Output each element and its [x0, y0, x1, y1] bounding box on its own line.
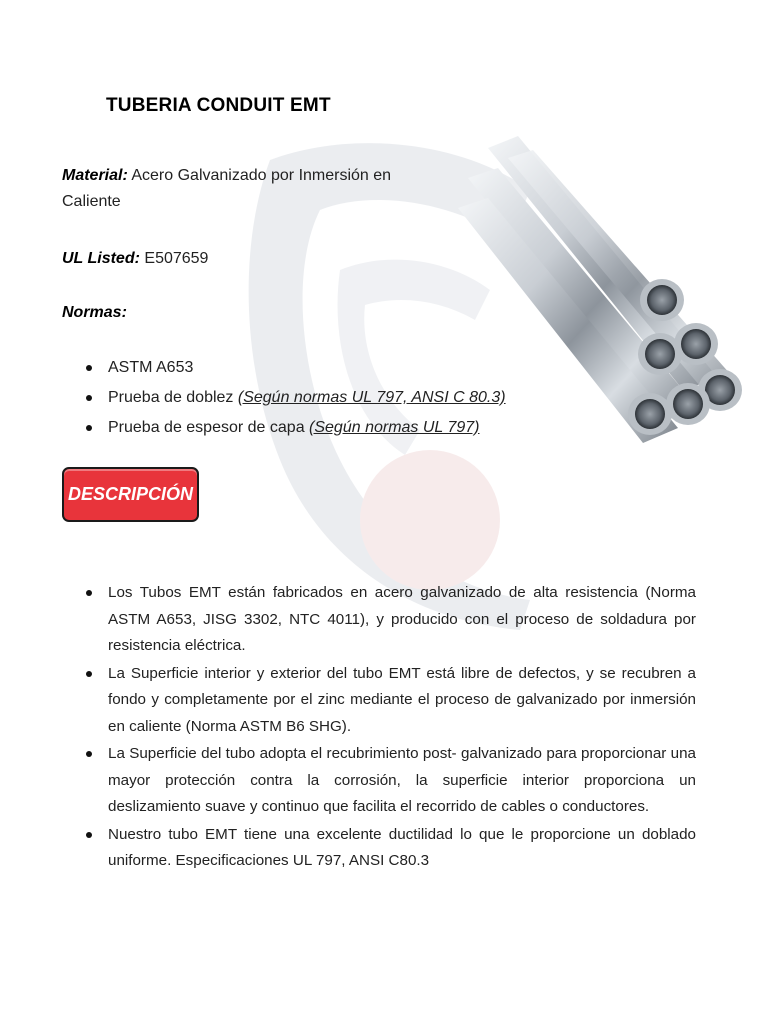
list-item	[84, 385, 506, 415]
norma-text: ASTM A653	[108, 359, 194, 376]
list-item: Nuestro tubo EMT tiene una excelente ductilidad lo que le proporcione un doblado uniforme. Especificaciones UL 797, ANSI C80.3	[84, 822, 696, 875]
normas-heading	[62, 300, 392, 326]
material-spec	[62, 163, 392, 215]
ul-listed-spec	[62, 246, 392, 272]
list-item	[84, 355, 506, 385]
norma-reference: (Según normas UL 797)	[309, 419, 480, 436]
normas-label: Normas:	[62, 304, 127, 321]
list-item	[84, 415, 506, 445]
list-item: Los Tubos EMT están fabricados en acero galvanizado de alta resistencia (Norma ASTM A653, JISG 3302, NTC 4011), y producido con el proceso de soldadura por resistencia eléctrica.	[84, 580, 696, 660]
norma-text: Prueba de espesor de capa	[108, 419, 310, 436]
list-item: La Superficie interior y exterior del tubo EMT está libre de defectos, y se recubren a fondo y completamente por el zinc mediante el proceso de galvanizado por inmersión en caliente (Norma ASTM B6 SHG).	[84, 661, 696, 741]
normas-list	[84, 355, 506, 445]
descripcion-button[interactable]: DESCRIPCIÓN	[62, 467, 199, 522]
page-title: TUBERIA CONDUIT EMT	[106, 95, 331, 116]
ul-listed-value: E507659	[144, 250, 209, 267]
list-item: La Superficie del tubo adopta el recubrimiento post- galvanizado para proporcionar una mayor protección contra la corrosión, la superficie interior proporciona un deslizamiento suave y continuo que facilita el recorrido de cables o conductores.	[84, 741, 696, 821]
conduit-pipes-image	[448, 128, 748, 448]
description-list	[84, 580, 696, 876]
norma-reference: (Según normas UL 797, ANSI C 80.3)	[237, 389, 506, 406]
norma-text: Prueba de doblez	[108, 389, 238, 406]
ul-listed-label: UL Listed:	[62, 250, 140, 267]
material-value: Acero Galvanizado por Inmersión en Caliente	[62, 167, 392, 210]
pipe-ends	[628, 279, 742, 435]
material-label: Material:	[62, 167, 128, 184]
